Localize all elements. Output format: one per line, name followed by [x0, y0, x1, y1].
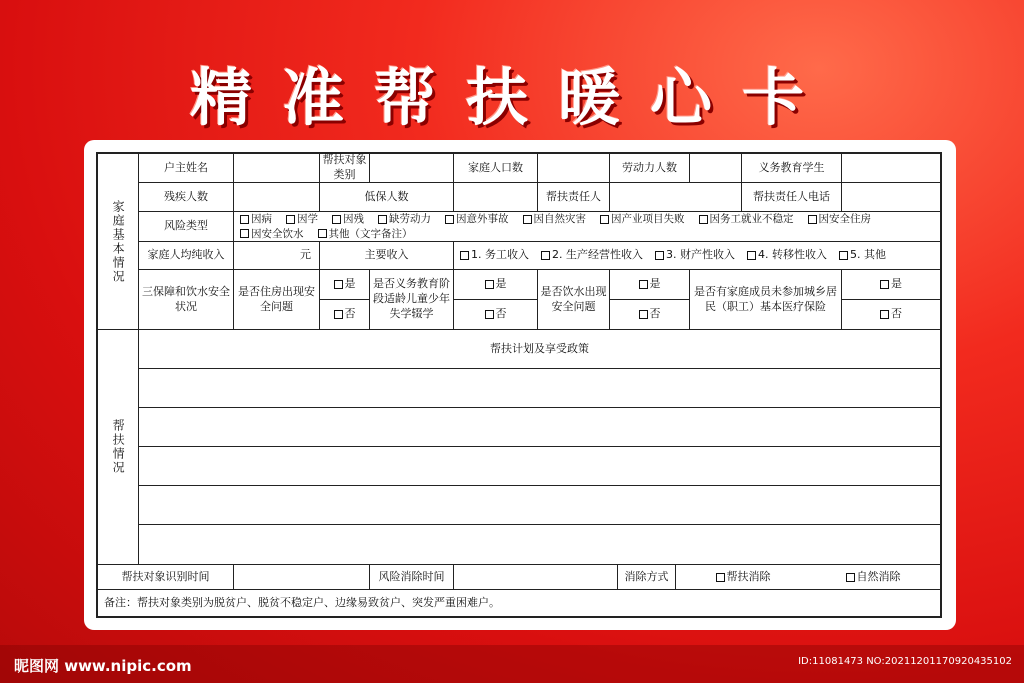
q-housing: 是否住房出现安全问题 — [234, 270, 320, 330]
checkbox-icon — [639, 280, 648, 289]
help-plan-header: 帮扶计划及享受政策 — [139, 330, 940, 369]
checkbox-icon — [318, 229, 327, 238]
label-main-income: 主要收入 — [320, 242, 454, 270]
option-checkbox[interactable] — [318, 227, 413, 241]
yes-label: 是 — [344, 277, 356, 291]
no-label: 否 — [495, 307, 507, 321]
option-bangfu[interactable] — [716, 570, 771, 585]
option-checkbox[interactable] — [240, 212, 272, 226]
checkbox-icon — [445, 215, 454, 224]
option-checkbox[interactable] — [839, 248, 886, 263]
option-label: 2. 生产经营性收入 — [552, 248, 643, 262]
income-options — [454, 242, 940, 270]
checkbox-icon — [332, 215, 341, 224]
option-label: 1. 务工收入 — [471, 248, 529, 262]
q-education: 是否义务教育阶段适龄儿童少年失学辍学 — [370, 270, 454, 330]
help-line-1[interactable] — [139, 369, 940, 408]
q-insurance-no[interactable] — [842, 300, 940, 330]
option-checkbox[interactable] — [240, 227, 304, 241]
checkbox-icon — [523, 215, 532, 224]
no-label: 否 — [649, 307, 661, 321]
option-label: 因病 — [251, 213, 272, 226]
option-label: 因残 — [343, 213, 364, 226]
checkbox-icon — [699, 215, 708, 224]
yes-label: 是 — [891, 277, 902, 291]
option-label: 因安全饮水 — [251, 227, 304, 240]
label-xiaochu: 风险消除时间 — [370, 565, 454, 590]
checkbox-icon — [747, 251, 756, 260]
option-label: 其他（文字备注） — [328, 227, 413, 240]
help-line-2[interactable] — [139, 408, 940, 447]
option-label: 因务工就业不稳定 — [709, 213, 794, 226]
q-water-yes[interactable] — [610, 270, 690, 300]
option-label: 缺劳动力 — [389, 213, 431, 226]
option-checkbox[interactable] — [378, 212, 431, 226]
checkbox-icon — [846, 573, 855, 582]
help-line-4[interactable] — [139, 486, 940, 525]
help-line-3[interactable] — [139, 447, 940, 486]
input-leibie[interactable] — [370, 154, 454, 183]
label-leibie: 帮扶对象类别 — [320, 154, 370, 183]
input-dianhua[interactable] — [842, 183, 940, 212]
checkbox-icon — [240, 229, 249, 238]
watermark-left: 昵图网 www.nipic.com — [14, 657, 192, 675]
option-label: 因学 — [297, 213, 318, 226]
yes-label: 是 — [495, 277, 507, 291]
no-label: 否 — [891, 307, 902, 321]
checkbox-icon — [485, 280, 494, 289]
label-fangshi: 消除方式 — [618, 565, 676, 590]
option-label: 5. 其他 — [850, 248, 886, 262]
input-zeren[interactable] — [610, 183, 742, 212]
checkbox-icon — [600, 215, 609, 224]
watermark-right: ID:11081473 NO:20211201170920435102 — [798, 656, 1012, 667]
option-checkbox[interactable] — [699, 212, 794, 226]
checkbox-icon — [639, 310, 648, 319]
label-sanbaozhang: 三保障和饮水安全状况 — [139, 270, 234, 330]
yes-label: 是 — [649, 277, 661, 291]
option-ziran[interactable] — [846, 570, 901, 585]
option-checkbox[interactable] — [445, 212, 509, 226]
checkbox-icon — [716, 573, 725, 582]
label-shibie: 帮扶对象识别时间 — [98, 565, 234, 590]
checkbox-icon — [880, 280, 889, 289]
option-label: 4. 转移性收入 — [758, 248, 827, 262]
checkbox-icon — [541, 251, 550, 260]
option-checkbox[interactable] — [332, 212, 364, 226]
checkbox-icon — [334, 310, 343, 319]
label-income: 家庭人均纯收入 — [139, 242, 234, 270]
page-title: 精准帮扶暖心卡 — [189, 61, 834, 134]
opt2-label: 自然消除 — [856, 569, 901, 583]
option-checkbox[interactable] — [523, 212, 587, 226]
note: 备注：帮扶对象类别为脱贫户、脱贫不稳定户、边缘易致贫户、突发严重困难户。 — [104, 595, 500, 609]
label-yiwu: 义务教育学生 — [742, 154, 842, 183]
q-water: 是否饮水出现安全问题 — [538, 270, 610, 330]
option-label: 因意外事故 — [456, 213, 509, 226]
q-insurance-yes[interactable] — [842, 270, 940, 300]
option-checkbox[interactable] — [600, 212, 685, 226]
label-zeren: 帮扶责任人 — [538, 183, 610, 212]
checkbox-icon — [880, 310, 889, 319]
label-canji: 残疾人数 — [139, 183, 234, 212]
option-checkbox[interactable] — [747, 248, 827, 263]
fangshi-options — [676, 565, 940, 590]
label-huzhu: 户主姓名 — [139, 154, 234, 183]
input-yiwu[interactable] — [842, 154, 940, 183]
input-renkou[interactable] — [538, 154, 610, 183]
q-education-yes[interactable] — [454, 270, 538, 300]
label-laodong: 劳动力人数 — [610, 154, 690, 183]
checkbox-icon — [655, 251, 664, 260]
option-checkbox[interactable] — [541, 248, 643, 263]
input-shibie[interactable] — [234, 565, 370, 590]
option-checkbox[interactable] — [460, 248, 529, 263]
input-canji[interactable] — [234, 183, 320, 212]
input-huzhu[interactable] — [234, 154, 320, 183]
checkbox-icon — [808, 215, 817, 224]
q-housing-no[interactable] — [320, 300, 370, 330]
input-laodong[interactable] — [690, 154, 742, 183]
checkbox-icon — [286, 215, 295, 224]
option-checkbox[interactable] — [808, 212, 872, 226]
checkbox-icon — [378, 215, 387, 224]
label-dianhua: 帮扶责任人电话 — [742, 183, 842, 212]
checkbox-icon — [240, 215, 249, 224]
section-basic-label: 家庭基本情况 — [98, 154, 139, 330]
q-housing-yes[interactable] — [320, 270, 370, 300]
input-xiaochu[interactable] — [454, 565, 618, 590]
input-dibao[interactable] — [454, 183, 538, 212]
checkbox-icon — [485, 310, 494, 319]
opt1-label: 帮扶消除 — [726, 569, 771, 583]
option-label: 因自然灾害 — [533, 213, 586, 226]
checkbox-icon — [460, 251, 469, 260]
form-table — [96, 152, 942, 618]
checkbox-icon — [839, 251, 848, 260]
label-dibao: 低保人数 — [320, 183, 454, 212]
help-line-5[interactable] — [139, 525, 940, 565]
label-risk: 风险类型 — [139, 212, 234, 242]
checkbox-icon — [334, 280, 343, 289]
option-label: 3. 财产性收入 — [666, 248, 735, 262]
no-label: 否 — [344, 307, 356, 321]
q-water-no[interactable] — [610, 300, 690, 330]
risk-options — [234, 212, 940, 242]
option-checkbox[interactable] — [286, 212, 318, 226]
help-card — [84, 140, 956, 630]
q-education-no[interactable] — [454, 300, 538, 330]
income-unit: 元 — [234, 242, 320, 270]
option-label: 因安全住房 — [818, 213, 871, 226]
option-label: 因产业项目失败 — [611, 213, 685, 226]
label-renkou: 家庭人口数 — [454, 154, 538, 183]
option-checkbox[interactable] — [655, 248, 735, 263]
q-insurance: 是否有家庭成员未参加城乡居民（职工）基本医疗保险 — [690, 270, 842, 330]
section-help-label: 帮扶情况 — [98, 330, 139, 565]
